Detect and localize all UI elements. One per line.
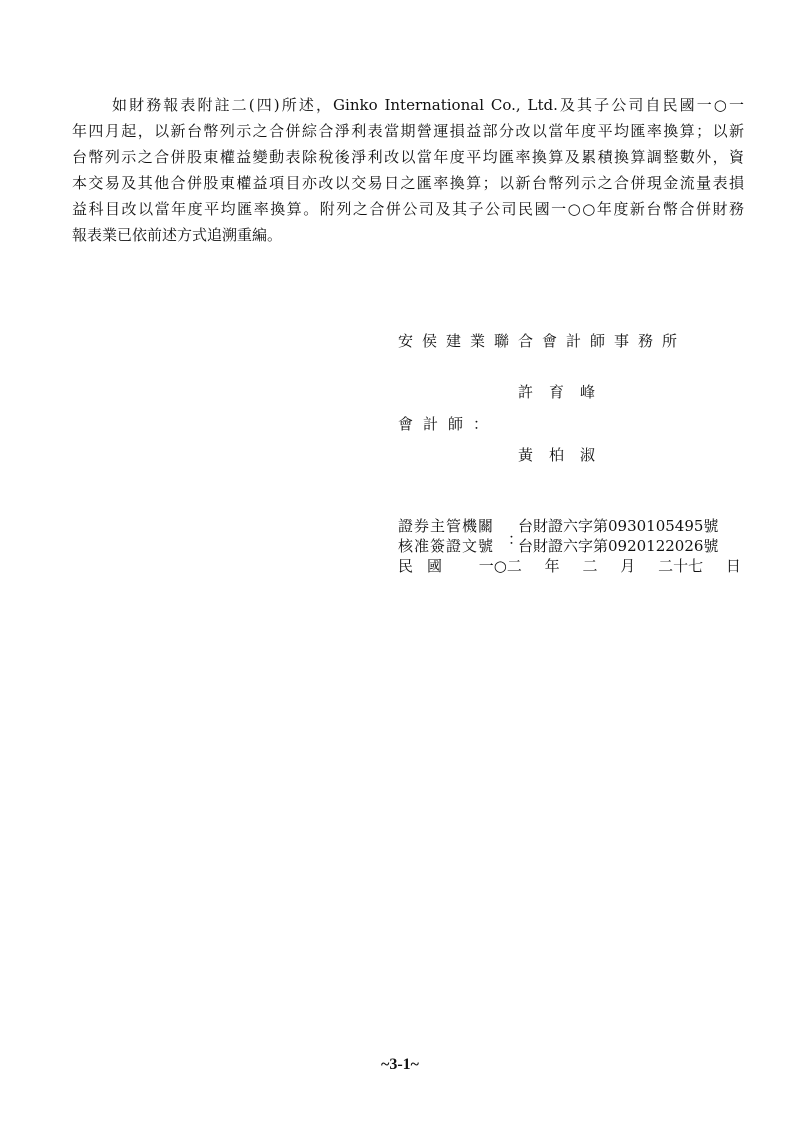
approval-number: 台財證六字第0930105495號 xyxy=(518,517,719,535)
date-year: 一○二 xyxy=(478,557,522,575)
date-day-unit: 日 xyxy=(725,557,741,575)
paragraph-line: 台幣列示之合併股東權益變動表除稅後淨利改以當年度平均匯率換算及累積換算調整數外，資 xyxy=(72,148,744,166)
report-date xyxy=(398,555,759,576)
date-era: 民國 xyxy=(398,557,457,575)
approval-block xyxy=(398,516,718,556)
accountant-name: 許育峰 xyxy=(518,383,612,401)
approval-label: 證券主管機關 xyxy=(398,517,495,535)
date-month: 二 xyxy=(582,557,598,575)
paragraph-line: 本交易及其他合併股東權益項目亦改以交易日之匯率換算；以新台幣列示之合併現金流量表損 xyxy=(72,174,744,192)
page-number: ~3-1~ xyxy=(381,1056,419,1073)
date-year-unit: 年 xyxy=(544,557,560,575)
approval-row xyxy=(398,516,718,536)
accountant-name: 黃柏淑 xyxy=(518,446,612,464)
paragraph-line: 報表業已依前述方式追溯重編。 xyxy=(72,226,283,244)
paragraph-line: 如財務報表附註二(四)所述，Ginko International Co., Ltd.及其子公司自民國一○一 xyxy=(112,96,744,114)
opinion-paragraph xyxy=(72,92,744,248)
approval-label: 核准簽證文號 xyxy=(398,537,495,555)
date-month-unit: 月 xyxy=(620,557,636,575)
approval-row xyxy=(398,536,718,556)
accountant-label: 會計師： xyxy=(398,415,499,433)
paragraph-line: 年四月起，以新台幣列示之合併綜合淨利表當期營運損益部分改以當年度平均匯率換算；以新 xyxy=(72,122,744,140)
approval-number: 台財證六字第0920122026號 xyxy=(518,537,719,555)
approval-colon: ： xyxy=(508,530,524,548)
date-day: 二十七 xyxy=(658,557,704,575)
audit-firm-name: 安侯建業聯合會計師事務所 xyxy=(398,332,687,350)
paragraph-line: 益科目改以當年度平均匯率換算。附列之合併公司及其子公司民國一○○年度新台幣合併財務 xyxy=(72,200,744,218)
